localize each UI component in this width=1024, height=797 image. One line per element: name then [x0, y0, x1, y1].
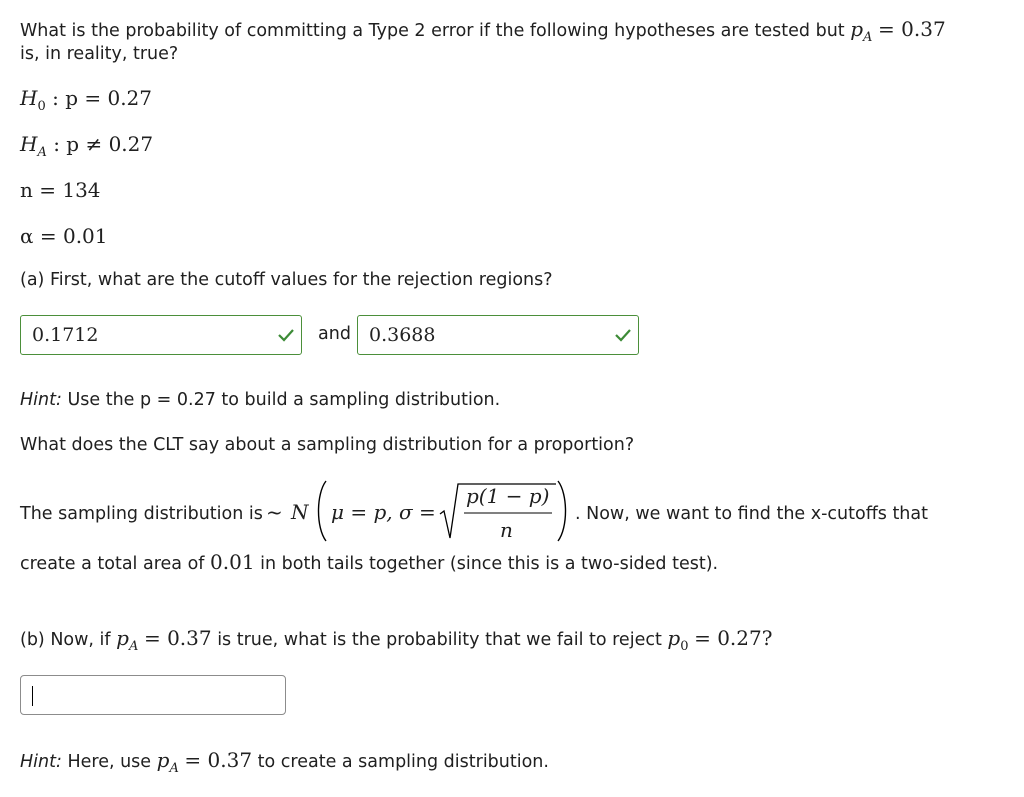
check-icon	[277, 327, 295, 343]
text-cursor	[32, 686, 33, 706]
sampling-dist-suffix: . Now, we want to find the x-cutoffs that	[575, 504, 928, 524]
question-intro: What is the probability of committing a Type 2 error if the following hypotheses are tested but $p_A = 0.37$	[20, 17, 946, 45]
question-intro-cont: is, in reality, true?	[20, 44, 179, 64]
part-a-prompt: (a) First, what are the cutoff values for the rejection regions?	[20, 270, 553, 290]
fraction-denominator: n	[500, 518, 513, 542]
sampling-dist-line2: create a total area of 0.01 in both tails together (since this is a two-sided test).	[20, 550, 719, 574]
right-paren	[556, 480, 570, 542]
cutoff-upper-input[interactable]: 0.3688	[357, 315, 639, 355]
part-b-prompt: (b) Now, if $p_A = 0.37$ is true, what is the probability that we fail to reject $p_0 = 0.27$?	[20, 626, 773, 654]
type2-probability-input[interactable]	[20, 675, 286, 715]
tilde-symbol: ~	[266, 500, 283, 524]
mean-sigma: μ = p, σ =	[331, 500, 436, 524]
sample-size: n = 134	[20, 178, 101, 202]
alpha-level: α = 0.01	[20, 224, 108, 248]
left-paren	[314, 480, 328, 542]
normal-symbol: N	[291, 500, 309, 524]
fraction-numerator: p(1 − p)	[466, 484, 550, 508]
sampling-dist-prefix: The sampling distribution is	[20, 504, 263, 524]
clt-question: What does the CLT say about a sampling distribution for a proportion?	[20, 435, 635, 455]
alt-hypothesis: $H_A$ : p ≠ 0.27	[20, 132, 154, 160]
check-icon	[614, 327, 632, 343]
and-label: and	[318, 324, 351, 344]
hint-2: Hint: Here, use $p_A = 0.37$ to create a sampling distribution.	[20, 748, 549, 776]
hint-1: Hint: Use the p = 0.27 to build a sampling distribution.	[20, 390, 501, 410]
null-hypothesis: $H_0$ : p = 0.27	[20, 86, 152, 114]
cutoff-lower-input[interactable]: 0.1712	[20, 315, 302, 355]
